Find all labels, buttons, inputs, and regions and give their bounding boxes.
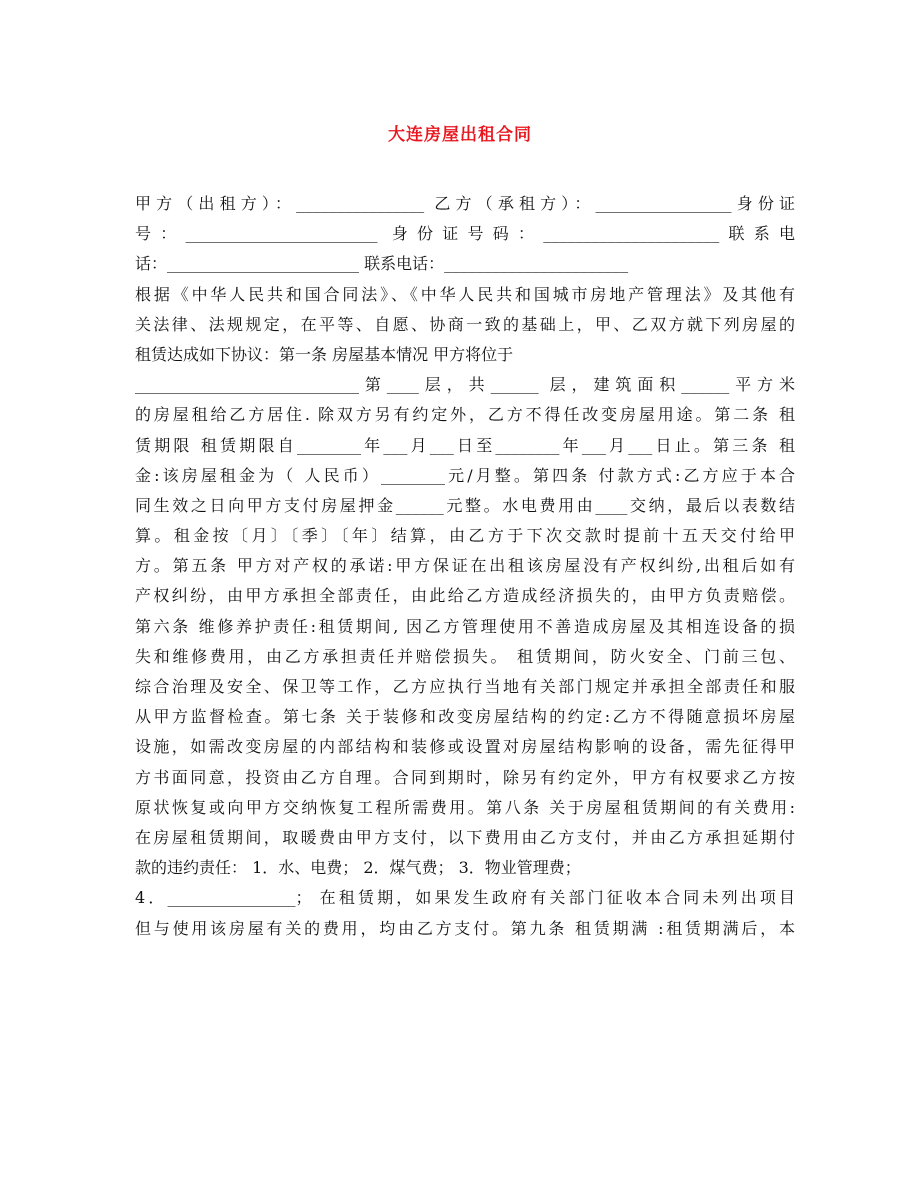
text-line: 在房屋租赁期间，取暖费由甲方支付，以下费用由乙方支付，并由乙方承担延期付 <box>135 827 795 847</box>
text-line: 甲方（出租方）：________________ 乙方（承租方）：_________________身份证 <box>135 194 795 213</box>
text-line: 号：________________________ 身份证号码：______________________联系电 <box>135 224 795 244</box>
text-line: 方书面同意，投资由乙方自理。合同到期时，除另有约定外，甲方有权要求乙方按 <box>135 767 795 787</box>
contract-body <box>135 189 795 944</box>
text-line: 根据《中华人民共和国合同法》、《中华人民共和国城市房地产管理法》及其他有 <box>135 284 795 304</box>
text-line: 关法律、法规规定，在平等、自愿、协商一致的基础上，甲、乙双方就下列房屋的 <box>135 314 795 334</box>
text-line: 方。第五条 甲方对产权的承诺:甲方保证在出租该房屋没有产权纠纷,出租后如有 <box>135 556 795 576</box>
text-line: ____________________________第____层，共______ 层，建筑面积______平方米 <box>135 375 795 395</box>
document-title: 大连房屋出租合同 <box>388 125 532 145</box>
text-line: 租赁达成如下协议：第一条 房屋基本情况 甲方将位于 <box>135 344 514 364</box>
text-line: 第六条 维修养护责任:租赁期间, 因乙方管理使用不善造成房屋及其相连设备的损 <box>135 616 795 636</box>
text-line: 算。租金按〔月〕〔季〕〔年〕结算，由乙方于下次交款时提前十五天交付给甲 <box>135 526 795 546</box>
text-line: 设施，如需改变房屋的内部结构和装修或设置对房屋结构影响的设备，需先征得甲 <box>135 737 795 757</box>
text-line: 但与使用该房屋有关的费用，均由乙方支付。第九条 租赁期满 :租赁期满后，本 <box>135 918 795 938</box>
text-line: 同生效之日向甲方支付房屋押金______元整。水电费用由____交纳，最后以表数结 <box>135 495 795 515</box>
text-line: 原状恢复或向甲方交纳恢复工程所需费用。第八条 关于房屋租赁期间的有关费用: <box>135 797 795 817</box>
text-line: 话：________________________ 联系电话：_______________________ <box>135 254 629 274</box>
text-line: 金:该房屋租金为（ 人民币）________元/月整。第四条 付款方式:乙方应于本合 <box>135 465 795 485</box>
text-line: 失和维修费用，由乙方承担责任并赔偿损失。 租赁期间，防火安全、门前三包、 <box>135 646 795 666</box>
text-line: 产权纠纷，由甲方承担全部责任，由此给乙方造成经济损失的，由甲方负责赔偿。 <box>135 586 795 606</box>
text-line: 综合治理及安全、保卫等工作，乙方应执行当地有关部门规定并承担全部责任和服 <box>135 677 795 696</box>
text-line: 的房屋租给乙方居住. 除双方另有约定外，乙方不得任改变房屋用途。第二条 租 <box>135 405 795 425</box>
text-line: 款的违约责任： 1．水、电费； 2．煤气费； 3．物业管理费； <box>135 858 581 878</box>
text-line: 4．________________； 在租赁期，如果发生政府有关部门征收本合同未列出项目 <box>135 888 795 908</box>
text-line: 赁期限 租赁期限自________年___月___日至________年___月___日止。第三条 租 <box>135 435 795 455</box>
text-line: 从甲方监督检查。第七条 关于装修和改变房屋结构的约定:乙方不得随意损坏房屋 <box>135 707 795 727</box>
